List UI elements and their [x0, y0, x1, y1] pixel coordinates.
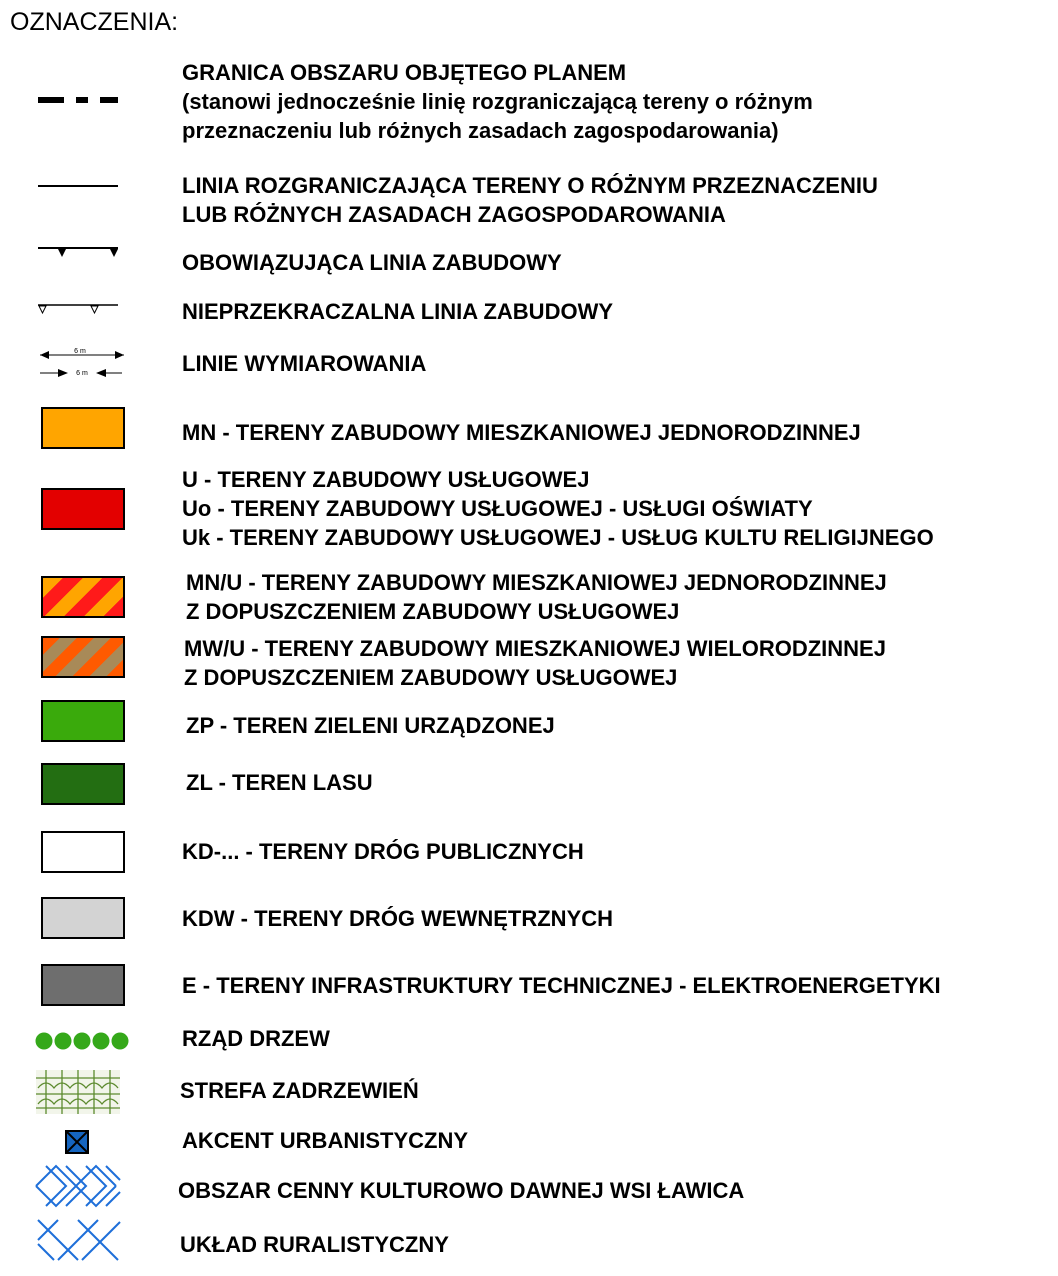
legend-heading: OZNACZENIA: — [10, 8, 179, 36]
mn-u-swatch — [41, 576, 125, 618]
mn-swatch — [41, 407, 125, 449]
legend-label-zp: ZP - TEREN ZIELENI URZĄDZONEJ — [186, 713, 555, 738]
rural-layout-symbol — [36, 1214, 124, 1262]
kdw-swatch — [41, 897, 125, 939]
dimension-label-bottom: 6 m — [76, 370, 88, 377]
legend-label-tree-row: RZĄD DRZEW — [182, 1026, 330, 1051]
zl-swatch — [41, 763, 125, 805]
legend-label-max-building-line: NIEPRZEKRACZALNA LINIA ZABUDOWY — [182, 299, 614, 324]
legend-label-tree-zone: STREFA ZADRZEWIEŃ — [180, 1078, 419, 1103]
legend-label-rural-layout: UKŁAD RURALISTYCZNY — [180, 1232, 449, 1257]
tree-row-symbol — [34, 1030, 134, 1052]
legend-label-mandatory-building-line: OBOWIĄZUJĄCA LINIA ZABUDOWY — [182, 250, 562, 275]
legend-label-plan-boundary: GRANICA OBSZARU OBJĘTEGO PLANEM (stanowi jednocześnie linię rozgraniczającą tereny o różnym przeznaczeniu lub różnych zasadach zagospodarowania) — [182, 60, 813, 143]
legend-label-u: U - TERENY ZABUDOWY USŁUGOWEJ Uo - TERENY ZABUDOWY USŁUGOWEJ - USŁUGI OŚWIATY Uk - TERENY ZABUDOWY USŁUGOWEJ - USŁUG KULTU RELIGIJNEGO — [182, 467, 934, 550]
max-line-symbol — [36, 301, 120, 315]
legend-label-cultural-area: OBSZAR CENNY KULTUROWO DAWNEJ WSI ŁAWICA — [178, 1178, 745, 1203]
legend-label-dividing-line: LINIA ROZGRANICZAJĄCA TERENY O RÓŻNYM PRZEZNACZENIU LUB RÓŻNYCH ZASADACH ZAGOSPODAROWANIA — [182, 173, 878, 227]
legend-label-mn-u: MN/U - TERENY ZABUDOWY MIESZKANIOWEJ JEDNORODZINNEJ Z DOPUSZCZENIEM ZABUDOWY USŁUGOWEJ — [186, 570, 887, 624]
legend-label-e: E - TERENY INFRASTRUKTURY TECHNICZNEJ - ELEKTROENERGETYKI — [182, 973, 941, 998]
dashed-boundary-symbol — [38, 94, 120, 106]
dimension-lines-symbol — [36, 344, 128, 380]
legend-label-zl: ZL - TEREN LASU — [186, 770, 373, 795]
legend-label-kdw: KDW - TERENY DRÓG WEWNĘTRZNYCH — [182, 906, 614, 931]
e-swatch — [41, 964, 125, 1006]
legend-label-mn: MN - TERENY ZABUDOWY MIESZKANIOWEJ JEDNORODZINNEJ — [182, 420, 861, 445]
u-swatch — [41, 488, 125, 530]
legend-label-kd: KD-... - TERENY DRÓG PUBLICZNYCH — [182, 839, 584, 864]
mandatory-line-symbol — [38, 246, 120, 260]
mw-u-swatch — [41, 636, 125, 678]
urban-accent-symbol — [65, 1130, 89, 1154]
tree-zone-symbol — [36, 1070, 120, 1114]
kd-swatch — [41, 831, 125, 873]
legend-label-dimension-lines: LINIE WYMIAROWANIA — [182, 351, 427, 376]
dimension-label-top: 6 m — [74, 348, 86, 355]
legend-label-urban-accent: AKCENT URBANISTYCZNY — [182, 1128, 468, 1153]
cultural-area-symbol — [34, 1164, 122, 1208]
solid-line-symbol — [38, 183, 120, 189]
zp-swatch — [41, 700, 125, 742]
legend-label-mw-u: MW/U - TERENY ZABUDOWY MIESZKANIOWEJ WIELORODZINNEJ Z DOPUSZCZENIEM ZABUDOWY USŁUGOWEJ — [184, 636, 886, 690]
